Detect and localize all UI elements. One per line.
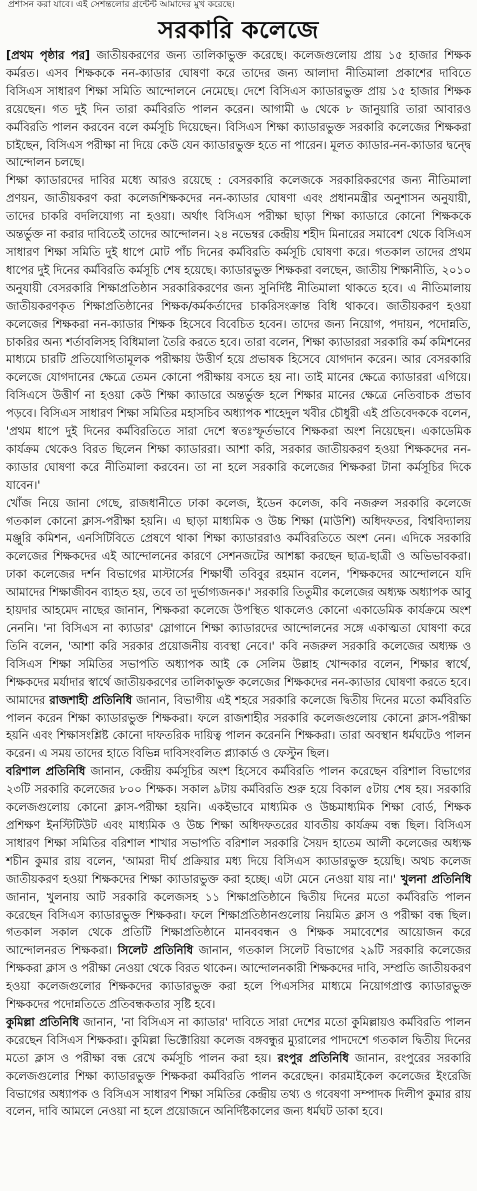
bold-lead-text: রংপুর প্রতিনিধি	[277, 1051, 349, 1065]
article-headline: সরকারি কলেজে	[158, 16, 319, 44]
previous-article-snippet: প্রশাসন করা যাবে। এই সেশন্তলোর গ্রন্টেন্ট আমাদের মুখ করেছে।	[8, 0, 235, 10]
body-text: জানান, বিভাগীয় এই শহরে সরকারি কলেজে দ্বিতীয় দিনের মতো কর্মবিরতি পালন করেন শিক্ষা ক্যাডারভুক্ত শিক্ষকরা। ফলে রাজশাহীর সরকারি কলেজগুলোয় কোনো ক্লাস-পরীক্ষা হয়নি এবং শিক্ষাসংশ্লিষ্ট কোনো দাফতরিক দায়িত্ব পালন করেননি শিক্ষকরা। তারা অবস্থান ধর্মঘটেও পালন করেন। এ সময় তাদের হাতে বিভিন্ন দাবিসংবলিত প্ল্যাকার্ড ও ফেস্টুন ছিল।	[6, 693, 472, 761]
body-text: জানান, কেন্দ্রীয় কর্মসূচির অংশ হিসেবে কর্মবিরতি পালন করেছেন বরিশাল বিভাগের ২৩টি সরকারি কলেজের ৮০০ শিক্ষক। সকাল ৯টায় কর্মবিরতি শুরু হয়ে বিকাল ৫টায় শেষ হয়। সরকারি কলেজগুলোয় কোনো ক্লাস-পরীক্ষা হয়নি। একইভাবে মাধ্যমিক ও উচ্চমাধ্যমিক শিক্ষা বোর্ড, শিক্ষক প্রশিক্ষণ ইনস্টিটিউট এবং মাধ্যমিক ও উচ্চ শিক্ষা অধিদফতরের যাবতীয় কার্যক্রম বন্ধ ছিল। বিসিএস সাধারণ শিক্ষা সমিতির বরিশাল শাখার সভাপতি বরিশাল সরকারি সৈয়দ হাতেম আলী কলেজের অধ্যক্ষ শচীন কুমার রায় বলেন, 'আমরা দীর্ঘ প্রক্রিয়ার মধ্য দিয়ে বিসিএস ক্যাডারভুক্ত হয়েছি। অথচ কলেজ জাতীয়করণ হওয়া শিক্ষকদের শিক্ষা ক্যাডারভুক্ত করা হচ্ছে। এটা মেনে নেওয়া যায় না।'	[6, 765, 471, 886]
article-paragraph	[6, 47, 471, 172]
body-text: জানান, গতকাল সিলেট বিভাগের ২৯টি সরকারি কলেজের শিক্ষকরা ক্লাস ও পরীক্ষা নেওয়া থেকে বিরত থাকেন। আন্দোলনকারী শিক্ষকদের দাবি, সম্প্রতি জাতীয়করণ হওয়া কলেজগুলোর শিক্ষকদের ক্যাডারভুক্ত করা হলে পিএসসির মাধ্যমে নিয়োগপ্রাপ্ত ক্যাডারভুক্ত শিক্ষকদের পদোন্নতিতে প্রতিবন্ধকতার সৃষ্টি হবে।	[6, 944, 471, 1012]
body-text: জানান, 'না বিসিএস না ক্যাডার' দাবিতে সারা দেশের মতো কুমিল্লায়ও কর্মবিরতি পালন করেছেন বিসিএস শিক্ষকরা। কুমিল্লা ভিক্টোরিয়া কলেজ বঙ্গবন্ধুর ম্যুরালের পাদদেশে গতকাল দ্বিতীয় দিনের মতো ক্লাস ও পরীক্ষা বন্ধ রেখে কর্মসূচি পালন করা হয়।	[6, 1015, 471, 1065]
body-text: শিক্ষা ক্যাডারদের দাবির মধ্যে আরও রয়েছে : বেসরকারি কলেজকে সরকারিকরণের জন্য নীতিমালা প্রণয়ন, জাতীয়করণ করা কলেজশিক্ষকদের নন-ক্যাডার ঘোষণা এবং প্রধানমন্ত্রীর অনুশাসন অনুযায়ী, তাদের চাকরি বদলিযোগ্য না হওয়া। অর্থাৎ বিসিএস পরীক্ষা ছাড়া শিক্ষা ক্যাডারে কোনো শিক্ষককে অন্তর্ভুক্ত না করার দাবিতেই তাদের আন্দোলন। ২৪ নভেম্বর কেন্দ্রীয় শহীদ মিনারের সমাবেশ থেকে বিসিএস সাধারণ শিক্ষা সমিতি দুই ধাপে মোট পাঁচ দিনের কর্মবিরতি কর্মসূচি ঘোষণা করে। গতকাল তাদের প্রথম ধাপের দুই দিনের কর্মবিরতি কর্মসূচি শেষ হয়েছে। ক্যাডারভুক্ত শিক্ষকরা বলছেন, জাতীয় শিক্ষানীতি, ২০১০ অনুযায়ী বেসরকারি শিক্ষাপ্রতিষ্ঠান সরকারিকরণের জন্য সুনির্দিষ্ট নীতিমালা থাকতে হবে। এ নীতিমালায় জাতীয়করণকৃত শিক্ষাপ্রতিষ্ঠানের শিক্ষক/কর্মকর্তাদের চাকরিসংক্রান্ত বিধি থাকবে। জাতীয়করণ হওয়া কলেজের শিক্ষকরা নন-ক্যাডার শিক্ষক হিসেবে বিবেচিত হবেন। তাদের জন্য নিয়োগ, পদায়ন, পদোন্নতি, চাকরির অন্য শর্তাবলিসহ বিধিমালা তৈরি করতে হবে। তারা বলেন, শিক্ষা ক্যাডাররা সরকারি কর্ম কমিশনের মাধ্যমে চারটি প্রতিযোগিতামূলক পরীক্ষায় উত্তীর্ণ হয়ে প্রভাষক হিসেবে যোগদান করেন। আর বেসরকারি কলেজে যোগদানের ক্ষেত্রে তেমন কোনো পরীক্ষায় বসতে হয় না। তাই মানের ক্ষেত্রে ক্যাডাররা এগিয়ে। বিসিএসে উত্তীর্ণ না হওয়া কেউ শিক্ষা ক্যাডারে অন্তর্ভুক্ত হলে শিক্ষার মানের ক্ষেত্রে নেতিবাচক প্রভাব পড়বে। বিসিএস সাধারণ শিক্ষা সমিতির মহাসচিব অধ্যাপক শাহেদুল খবীর চৌধুরী এই প্রতিবেদককে বলেন, 'প্রথম ধাপে দুই দিনের কর্মবিরতিতে সারা দেশে স্বতঃস্ফূর্তভাবে শিক্ষকরা অংশ নিয়েছেন। একাডেমিক কার্যক্রম থেকেও বিরত ছিলেন শিক্ষা ক্যাডাররা। আশা করি, সরকার জাতীয়করণ হওয়া শিক্ষকদের নন-ক্যাডার ঘোষণা করে নীতিমালা করবেন। তা না হলে সরকারি কলেজের শিক্ষকরা টানা কর্মসূচির দিকে যাবেন।'	[6, 174, 471, 492]
article-body	[6, 47, 471, 1121]
bold-lead-text: খুলনা প্রতিনিধি	[400, 872, 471, 886]
body-text: খোঁজ নিয়ে জানা গেছে, রাজধানীতে ঢাকা কলেজ, ইডেন কলেজ, কবি নজরুল সরকারি কলেজে গতকাল কোনো ক্লাস-পরীক্ষা হয়নি। এ ছাড়া মাধ্যমিক ও উচ্চ শিক্ষা (মাউশি) অধিদফতর, বিশ্ববিদ্যালয় মঞ্জুরি কমিশন, এনসিটিবিতে প্রেষণে থাকা শিক্ষা ক্যাডাররাও কর্মবিরতিতে অংশ নেন। এদিকে সরকারি কলেজের শিক্ষকদের এই আন্দোলনের কারণে সেশনজটের আশঙ্কা করছেন ছাত্র-ছাত্রী ও অভিভাবকরা। ঢাকা কলেজের দর্শন বিভাগের মাস্টার্সের শিক্ষার্থী তবিবুর রহমান বলেন, 'শিক্ষকদের আন্দোলনে যদি আমাদের শিক্ষাজীবন ব্যাহত হয়, তবে তা দুর্ভাগ্যজনক।' সরকারি তিতুমীর কলেজের অধ্যক্ষ অধ্যাপক আবু হায়দার আহমেদ নাছের জানান, শিক্ষকরা কলেজে উপস্থিত থাকলেও কোনো একাডেমিক কার্যক্রমে অংশ নেননি। 'না বিসিএস না ক্যাডার' স্লোগানে শিক্ষা ক্যাডারদের আন্দোলনের সঙ্গে একাত্মতা ঘোষণা করে তিনি বলেন, 'আশা করি সরকার প্রয়োজনীয় ব্যবস্থা নেবে।' কবি নজরুল সরকারি কলেজের অধ্যক্ষ ও বিসিএস শিক্ষা সমিতির সভাপতি অধ্যাপক আই কে সেলিম উল্লাহ খোন্দকার বলেন, শিক্ষার স্বার্থে, শিক্ষকদের মর্যাদার স্বার্থে জাতীয়করণের তালিকাভুক্ত কলেজের শিক্ষকদের নন-ক্যাডার ঘোষণা করতে হবে। আমাদের	[6, 496, 471, 707]
article-paragraph	[6, 495, 471, 764]
body-text: জাতীয়করণের জন্য তালিকাভুক্ত করেছে। কলেজগুলোয় প্রায় ১৫ হাজার শিক্ষক কর্মরত। এসব শিক্ষককে নন-ক্যাডার ঘোষণা করে তাদের জন্য আলাদা নীতিমালা প্রকাশের দাবিতে বিসিএস সাধারণ শিক্ষা সমিতি আন্দোলনে নেমেছে। দেশে বিসিএস ক্যাডারভুক্ত প্রায় ১৫ হাজার শিক্ষক রয়েছেন। গত দুই দিন তারা কর্মবিরতি পালন করেন। আগামী ৬ থেকে ৮ জানুয়ারি তারা আবারও কর্মবিরতি পালন করবেন বলে কর্মসূচি দিয়েছেন। বিসিএস শিক্ষা ক্যাডারভুক্ত সরকারি কলেজের শিক্ষকরা চাইছেন, বিসিএস পরীক্ষা না দিয়ে কেউ যেন ক্যাডারভুক্ত হতে না পারেন। মূলত ক্যাডার-নন-ক্যাডার দ্বন্দ্বে আন্দোলন চলছে।	[6, 49, 471, 170]
bold-lead-text: সিলেট প্রতিনিধি	[117, 944, 193, 958]
bold-lead-text: কুমিল্লা প্রতিনিধি	[6, 1015, 79, 1029]
article-paragraph	[6, 172, 471, 494]
article-paragraph	[6, 1014, 471, 1121]
bold-lead-text: বরিশাল প্রতিনিধি	[6, 765, 86, 779]
bold-lead-text: রাজশাহী প্রতিনিধি	[49, 693, 132, 707]
body-text: জানান, খুলনায় আট সরকারি কলেজসহ ১১ শিক্ষাপ্রতিষ্ঠানে দ্বিতীয় দিনের মতো কর্মবিরতি পালন করেছেন বিসিএস ক্যাডারভুক্ত শিক্ষকরা। ফলে শিক্ষাপ্রতিষ্ঠানগুলোয় নিয়মিত ক্লাস ও পরীক্ষা বন্ধ ছিল। গতকাল সকাল থেকে প্রতিটি শিক্ষাপ্রতিষ্ঠানে মানববন্ধন ও শিক্ষক সমাবেশের আয়োজন করে আন্দোলনরত শিক্ষকরা।	[6, 890, 471, 958]
article-paragraph	[6, 763, 471, 1014]
bold-lead-text: [প্রথম পৃষ্ঠার পর]	[6, 49, 91, 62]
body-text: জানান, রংপুরের সরকারি কলেজগুলোর শিক্ষা ক্যাডারভুক্ত শিক্ষকরা কর্মবিরতি পালন করেছেন। কারমাইকেল কলেজের ইংরেজি বিভাগের অধ্যাপক ও বিসিএস সাধারণ শিক্ষা সমিতির কেন্দ্রীয় তথ্য ও গবেষণা সম্পাদক দিলীপ কুমার রায় বলেন, দাবি আমলে নেওয়া না হলে প্রয়োজনে অনির্দিষ্টকালের জন্য ধর্মঘট ডাকা হবে।	[6, 1051, 471, 1119]
